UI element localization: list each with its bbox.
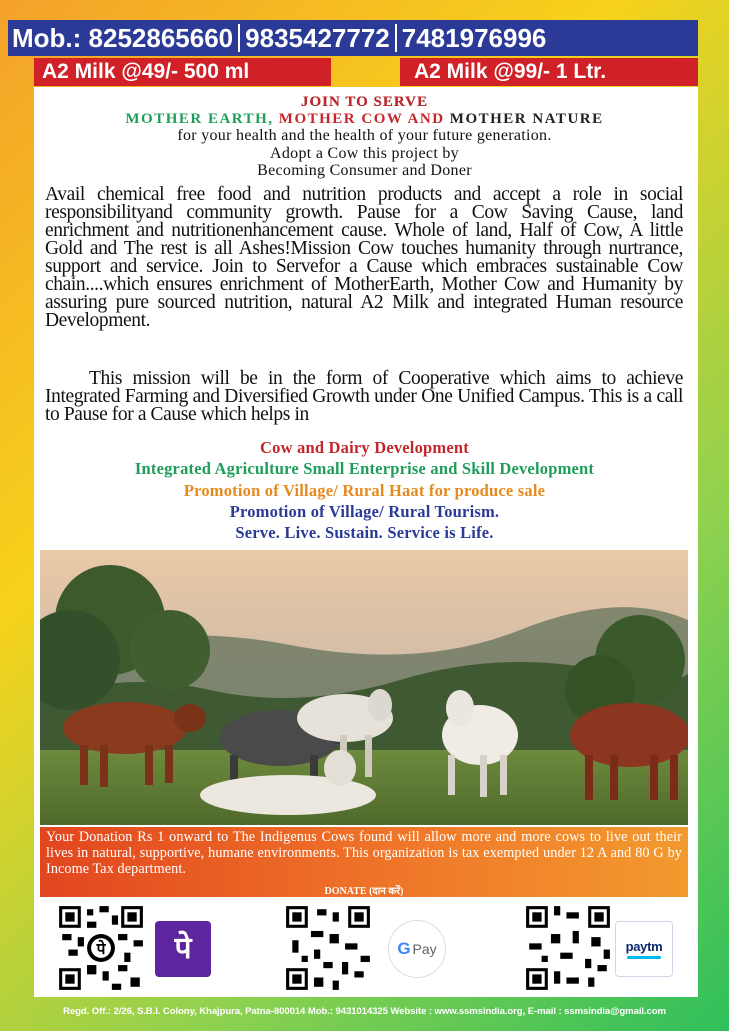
divider: [238, 24, 240, 52]
qr-icon: [56, 903, 146, 993]
cause-haat: Promotion of Village/ Rural Haat for produce sale: [183, 481, 546, 500]
mother-nature-text: MOTHER NATURE: [449, 111, 604, 127]
donation-box: [40, 827, 688, 897]
qr-code-paytm[interactable]: [523, 903, 613, 993]
donation-text: Your Donation Rs 1 onward to The Indigenus Cows found will allow more and more cows to live out their lives in natural, supportive, humane environments. This organization is tax exempted under 12 A and 80 G by Income Tax department.: [46, 829, 682, 877]
gpay-logo[interactable]: [388, 920, 446, 978]
qr-icon: [283, 903, 373, 993]
qr-code-gpay[interactable]: [283, 903, 373, 993]
cause-dairy: Cow and Dairy Development: [260, 438, 469, 457]
mission-paragraph: Avail chemical free food and nutrition products and accept a role in social responsibilityand community growth. Pause for a Cow Saving Cause, land enrichment and nutritionenhancement cause. Whole of land, Half of Cow, A little Gold and The rest is all Ashes!Mission Cow touches humanity through nurtrance, support and service. Join to Servefor a Cause which embraces sustainable Cow chain....which ensures enrichment of MotherEarth, Mother Cow and Humanity by assuring pure sourced nutrition, natural A2 Milk and integrated Human resource Development.: [45, 184, 683, 331]
paytm-underline: [627, 956, 661, 959]
phone-3[interactable]: 7481976996: [401, 22, 547, 53]
cows-photo: [40, 550, 688, 825]
offer-half-litre: A2 Milk @49/- 500 ml: [34, 58, 331, 86]
cause-agriculture: Integrated Agriculture Small Enterprise and Skill Development: [134, 459, 595, 478]
qr-icon: [523, 903, 613, 993]
mother-earth-text: MOTHER EARTH,: [125, 111, 274, 127]
paytm-label: paytm: [625, 939, 663, 954]
join-heading: JOIN TO SERVE: [301, 94, 428, 110]
becoming-line: Becoming Consumer and Doner: [257, 162, 472, 179]
offer-one-litre: A2 Milk @99/- 1 Ltr.: [400, 58, 698, 86]
divider: [395, 24, 397, 52]
google-g-icon: G: [397, 939, 411, 958]
adopt-line: Adopt a Cow this project by: [270, 145, 459, 162]
footer-address: Regd. Off.: 2/26, S.B.I. Colony, Khajpura, Patna-800014 Mob.: 9431014325 Website : www.ssmsindia.org, E-mail : ssmsindia@gmail.com: [63, 1006, 666, 1017]
paytm-logo[interactable]: [615, 921, 673, 977]
svg-text:पे: पे: [96, 939, 106, 958]
phone-1[interactable]: 8252865660: [88, 22, 234, 53]
phonepe-logo[interactable]: [155, 921, 211, 977]
mobile-numbers-bar: [8, 20, 698, 56]
mobile-prefix: Mob.:: [12, 22, 82, 53]
health-line: for your health and the health of your future generation.: [177, 127, 552, 144]
motto: Serve. Live. Sustain. Service is Life.: [235, 523, 494, 542]
cause-tourism: Promotion of Village/ Rural Tourism.: [229, 502, 500, 521]
gpay-label: Pay: [412, 941, 437, 957]
qr-code-phonepe[interactable]: [56, 903, 146, 993]
mother-heading: [0, 111, 729, 128]
phonepe-icon: पे: [174, 931, 192, 966]
donate-label: DONATE (दान करें): [324, 886, 404, 897]
mother-cow-text: MOTHER COW: [278, 111, 404, 127]
cooperative-paragraph: This mission will be in the form of Cooperative which aims to achieve Integrated Farming and Diversified Growth under One Unified Campus. This is a call to Pause for a Cause which helps in: [45, 368, 683, 425]
phone-2[interactable]: 9835427772: [245, 22, 390, 53]
and-text: AND: [407, 111, 445, 127]
cows-illustration: [40, 550, 688, 825]
